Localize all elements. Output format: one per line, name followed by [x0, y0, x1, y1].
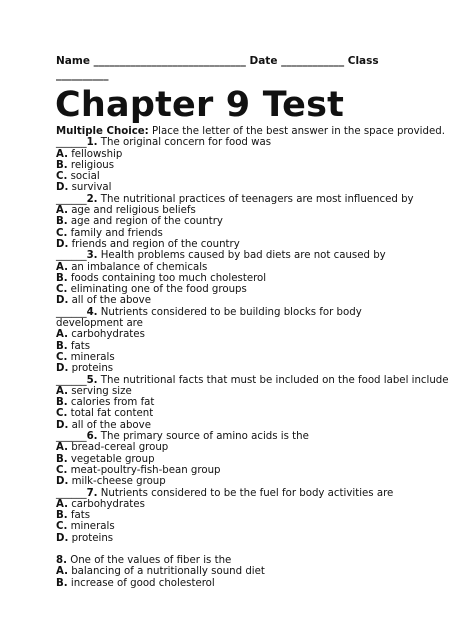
option-b	[56, 160, 416, 171]
option-letter: C.	[56, 227, 68, 239]
option-a	[56, 262, 416, 273]
option-letter: B.	[56, 159, 68, 171]
option-letter: D.	[56, 532, 69, 544]
option-letter: A.	[56, 385, 68, 397]
option-text: family and friends	[67, 227, 163, 239]
option-text: religious	[67, 159, 115, 171]
question-1	[56, 137, 416, 148]
option-a	[56, 442, 416, 453]
option-letter: A.	[56, 205, 68, 217]
question-3	[56, 250, 416, 261]
class-blank-line: __________	[56, 69, 109, 81]
test-page	[55, 54, 449, 589]
option-letter: B.	[56, 453, 68, 465]
option-letter: C.	[56, 464, 68, 476]
option-c	[56, 521, 416, 532]
option-c	[56, 352, 416, 363]
option-text: fats	[67, 340, 91, 352]
option-text: survival	[68, 182, 112, 194]
instructions	[56, 126, 445, 137]
question-6	[56, 431, 416, 442]
option-b	[56, 397, 416, 408]
answer-blank: ______	[56, 250, 87, 262]
option-text: age and region of the country	[67, 216, 223, 228]
answer-blank: ______	[56, 137, 87, 149]
option-letter: C.	[56, 171, 68, 183]
option-letter: D.	[56, 363, 69, 375]
option-text: minerals	[67, 351, 115, 363]
option-text: minerals	[67, 521, 115, 533]
question-4	[56, 307, 416, 330]
option-letter: A.	[56, 498, 68, 510]
question-number: 4.	[86, 306, 98, 318]
option-d	[56, 239, 416, 250]
option-b	[56, 510, 416, 521]
option-text: foods containing too much cholesterol	[67, 272, 267, 284]
instructions-label: Multiple Choice:	[56, 126, 149, 137]
option-text: carbohydrates	[67, 498, 145, 510]
question-number: 1.	[86, 137, 98, 149]
option-c	[56, 408, 416, 419]
option-d	[56, 420, 416, 431]
option-a	[56, 386, 416, 397]
option-b	[56, 578, 416, 589]
option-text: proteins	[68, 363, 114, 375]
instructions-text: Place the letter of the best answer in the space provided.	[148, 126, 445, 137]
option-text: meat-poultry-fish-bean group	[67, 464, 221, 476]
option-text: all of the above	[68, 295, 151, 307]
option-text: eliminating one of the food groups	[67, 284, 247, 296]
option-letter: C.	[56, 521, 68, 533]
question-text: The primary source of amino acids is the	[97, 431, 309, 443]
option-d	[56, 363, 416, 374]
question-text: The nutritional practices of teenagers are most influenced by	[97, 193, 414, 205]
option-letter: D.	[56, 419, 69, 431]
option-text: carbohydrates	[67, 329, 145, 341]
question-number: 7.	[86, 487, 98, 499]
option-b	[56, 341, 416, 352]
option-letter: D.	[56, 238, 69, 250]
option-letter: C.	[56, 408, 68, 420]
option-a	[56, 499, 416, 510]
option-letter: D.	[56, 182, 69, 194]
question-number: 8.	[56, 554, 67, 566]
option-d	[56, 182, 416, 193]
answer-blank: ______	[56, 306, 87, 318]
option-letter: A.	[56, 442, 68, 454]
option-text: fellowship	[67, 148, 123, 160]
name-date-class-line: Name _____________________________ Date ____________ Class	[56, 55, 379, 67]
option-letter: A.	[56, 261, 68, 273]
option-text: serving size	[67, 385, 132, 397]
option-a	[56, 149, 416, 160]
option-text: total fat content	[67, 408, 154, 420]
option-d	[56, 533, 416, 544]
answer-blank: ______	[56, 431, 87, 443]
question-2	[56, 194, 416, 205]
question-text: Nutrients considered to be the fuel for body activities are	[97, 487, 394, 499]
option-letter: C.	[56, 351, 68, 363]
option-text: friends and region of the country	[68, 238, 240, 250]
question-number: 2.	[86, 193, 98, 205]
option-b	[56, 273, 416, 284]
option-letter: B.	[56, 397, 68, 409]
page-title: Chapter 9 Test	[55, 85, 345, 125]
option-text: proteins	[68, 532, 114, 544]
option-letter: D.	[56, 295, 69, 307]
option-text: fats	[67, 510, 91, 522]
option-b	[56, 454, 416, 465]
option-text: all of the above	[68, 419, 151, 431]
option-letter: B.	[56, 577, 68, 589]
question-8	[56, 555, 416, 566]
option-c	[56, 284, 416, 295]
option-text: vegetable group	[67, 453, 155, 465]
answer-blank: ______	[56, 487, 87, 499]
question-7	[56, 488, 416, 499]
option-letter: C.	[56, 284, 68, 296]
option-c	[56, 171, 416, 182]
question-number: 5.	[86, 374, 98, 386]
option-text: age and religious beliefs	[67, 205, 196, 217]
question-text: Health problems caused by bad diets are not caused by	[97, 250, 386, 262]
option-letter: B.	[56, 272, 68, 284]
option-letter: A.	[56, 148, 68, 160]
option-letter: A.	[56, 566, 68, 578]
option-text: social	[67, 171, 100, 183]
option-d	[56, 476, 416, 487]
option-b	[56, 216, 416, 227]
question-text: The nutritional facts that must be included on the food label include	[97, 374, 449, 386]
option-text: milk-cheese group	[68, 476, 166, 488]
option-a	[56, 205, 416, 216]
question-text: One of the values of fiber is the	[66, 554, 232, 566]
answer-blank: ______	[56, 193, 87, 205]
question-5	[56, 374, 449, 386]
test-body	[56, 126, 449, 589]
question-number: 3.	[86, 250, 98, 262]
option-letter: B.	[56, 510, 68, 522]
question-text: Nutrients considered to be building blocks for body development are	[56, 306, 362, 330]
option-text: bread-cereal group	[67, 442, 169, 454]
option-text: calories from fat	[67, 397, 155, 409]
option-d	[56, 295, 416, 306]
option-text: an imbalance of chemicals	[67, 261, 208, 273]
option-letter: B.	[56, 340, 68, 352]
option-letter: A.	[56, 329, 68, 341]
answer-blank: ______	[56, 374, 87, 386]
option-a	[56, 329, 416, 340]
option-letter: B.	[56, 216, 68, 228]
question-number: 6.	[86, 431, 98, 443]
option-a	[56, 566, 416, 577]
option-c	[56, 465, 416, 476]
option-text: increase of good cholesterol	[67, 577, 215, 589]
option-letter: D.	[56, 476, 69, 488]
option-text: balancing of a nutritionally sound diet	[67, 566, 265, 578]
option-c	[56, 228, 416, 239]
spacer	[56, 544, 416, 555]
question-text: The original concern for food was	[97, 137, 272, 149]
